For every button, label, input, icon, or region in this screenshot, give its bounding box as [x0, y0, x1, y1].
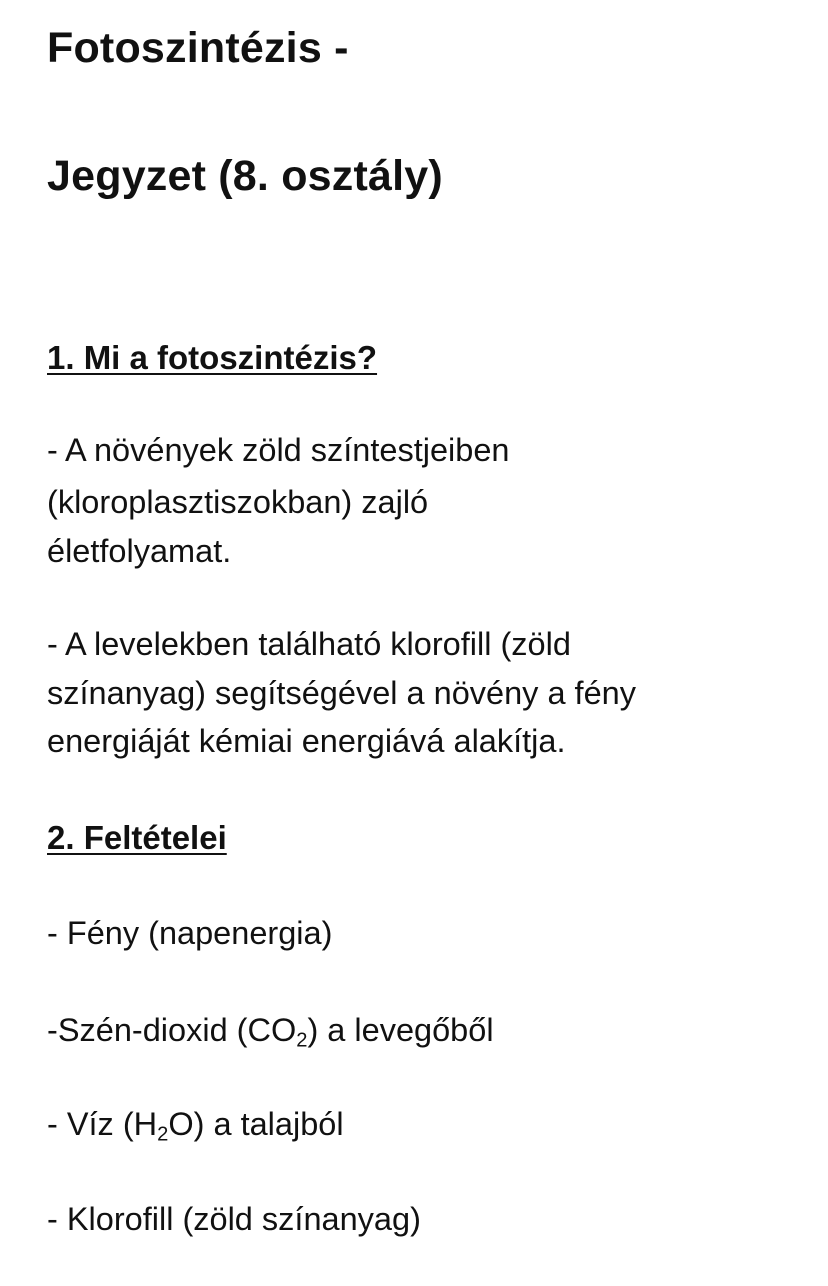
section-1-paragraph-2-line-3: energiáját kémiai energiává alakítja.	[47, 723, 566, 759]
section-1-paragraph-1-line-1: - A növények zöld színtestjeiben	[47, 432, 510, 468]
condition-light: - Fény (napenergia)	[47, 915, 333, 951]
condition-water-before-subscript: - Víz (H	[47, 1106, 158, 1142]
section-1-heading: 1. Mi a fotoszintézis?	[47, 339, 378, 376]
condition-chlorophyll: - Klorofill (zöld színanyag)	[47, 1201, 421, 1237]
section-2-heading: 2. Feltételei	[47, 819, 227, 856]
section-1-paragraph-1-line-2: (kloroplasztiszokban) zajló	[47, 484, 429, 520]
water-subscript: 2	[157, 1123, 169, 1146]
section-1-paragraph-2-line-2: színanyag) segítségével a növény a fény	[47, 675, 636, 711]
condition-water	[47, 1104, 344, 1144]
title-line-1: Fotoszintézis -	[47, 24, 349, 72]
title-line-2: Jegyzet (8. osztály)	[47, 152, 443, 200]
condition-carbon-dioxide	[47, 1010, 494, 1050]
section-1-paragraph-1-line-3: életfolyamat.	[47, 533, 232, 569]
carbon-dioxide-subscript: 2	[296, 1029, 308, 1052]
condition-water-after-subscript: O) a talajból	[168, 1106, 344, 1142]
section-1-paragraph-2-line-1: - A levelekben található klorofill (zöld	[47, 626, 571, 662]
condition-carbon-dioxide-after-subscript: ) a levegőből	[307, 1012, 494, 1048]
condition-carbon-dioxide-before-subscript: -Szén-dioxid (CO	[47, 1012, 297, 1048]
